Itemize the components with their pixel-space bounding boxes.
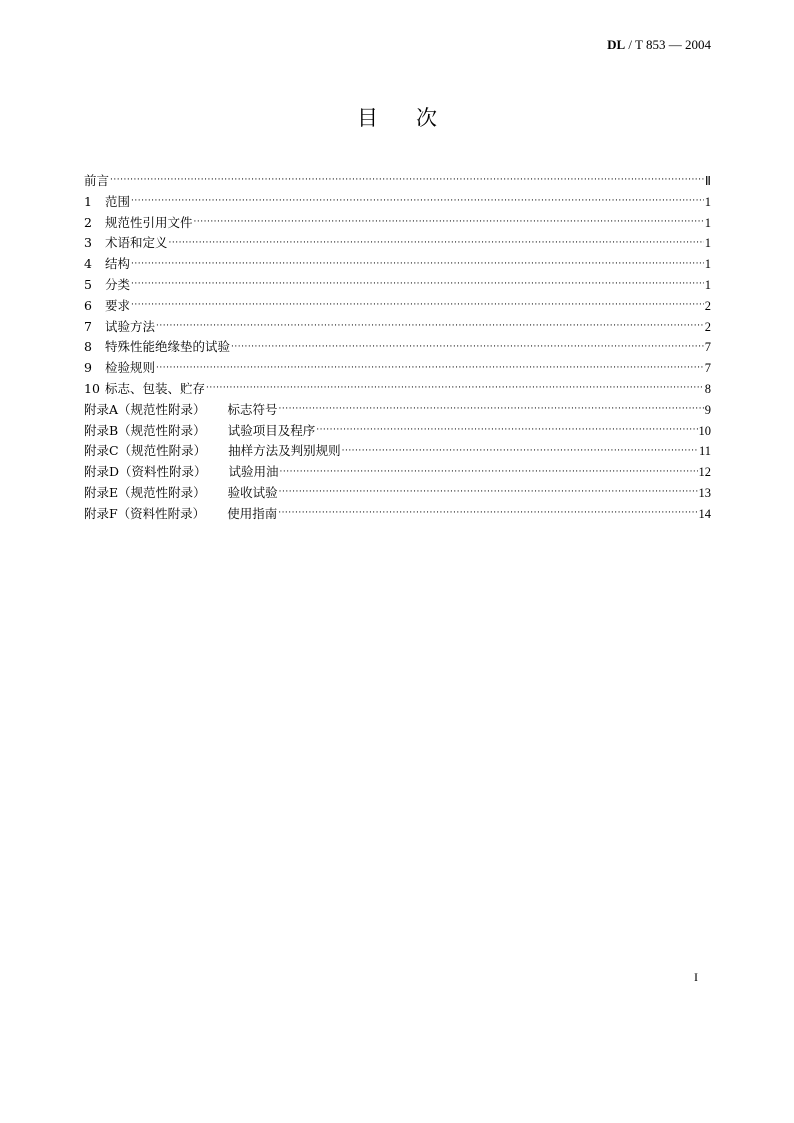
toc-entry-number: 8 xyxy=(84,339,92,355)
appendix-title: 试验用油 xyxy=(228,464,279,480)
dot-leader xyxy=(316,425,697,437)
toc-entry-number: 5 xyxy=(84,276,92,292)
appendix-label: 附录C（规范性附录） xyxy=(84,443,207,459)
dot-leader xyxy=(342,446,698,458)
toc-appendix-entry[interactable] xyxy=(84,421,711,442)
toc-entry-number: 2 xyxy=(84,214,92,230)
appendix-title: 验收试验 xyxy=(227,484,278,500)
dot-leader xyxy=(279,487,698,499)
toc-entry-page: Ⅱ xyxy=(704,174,711,188)
appendix-title: 抽样方法及判别规则 xyxy=(228,443,341,459)
toc-entry[interactable] xyxy=(84,358,711,379)
toc-appendix-entry[interactable] xyxy=(84,462,711,483)
toc-entry-page: 1 xyxy=(704,215,711,230)
table-of-contents xyxy=(84,171,711,525)
appendix-label: 附录F（资料性附录） xyxy=(84,505,206,521)
toc-entry-page: 8 xyxy=(704,381,711,396)
dot-leader xyxy=(280,467,698,479)
toc-entry-number: 3 xyxy=(84,235,92,251)
toc-entry[interactable] xyxy=(84,254,711,275)
dot-leader xyxy=(278,508,697,520)
toc-title: 目次 xyxy=(357,106,475,130)
toc-entry[interactable] xyxy=(84,337,711,358)
dot-leader xyxy=(110,175,704,187)
dot-leader xyxy=(131,196,704,208)
toc-appendix-entry[interactable] xyxy=(84,441,711,462)
toc-appendix-entry[interactable] xyxy=(84,400,711,421)
appendix-label: 附录B（规范性附录） xyxy=(84,422,206,438)
appendix-title: 标志符号 xyxy=(227,401,278,417)
dot-leader xyxy=(131,300,704,312)
toc-entry-label: 前言 xyxy=(84,173,110,188)
toc-entry-number: 10 xyxy=(84,380,100,396)
toc-entry-page: 2 xyxy=(704,298,711,313)
toc-entry-label: 要求 xyxy=(105,297,131,313)
appendix-label: 附录E（规范性附录） xyxy=(84,484,206,500)
dot-leader xyxy=(131,259,704,271)
toc-entry-preface[interactable] xyxy=(84,171,711,192)
standard-code xyxy=(607,37,711,53)
toc-entry-label: 试验方法 xyxy=(105,318,156,334)
toc-entry-page: 13 xyxy=(698,485,711,500)
toc-entry-page: 1 xyxy=(704,277,711,292)
dot-leader xyxy=(279,404,704,416)
dot-leader xyxy=(156,363,704,375)
toc-entry-label: 分类 xyxy=(105,276,131,292)
toc-entry[interactable] xyxy=(84,192,711,213)
toc-entry-page: 9 xyxy=(704,402,711,417)
dot-leader xyxy=(231,342,704,354)
appendix-title: 使用指南 xyxy=(227,505,278,521)
toc-entry-label: 标志、包装、贮存 xyxy=(105,380,206,396)
appendix-label: 附录D（资料性附录） xyxy=(84,464,207,480)
dot-leader xyxy=(169,238,704,250)
toc-entry-page: 7 xyxy=(704,340,711,355)
dot-leader xyxy=(131,279,704,291)
dot-leader xyxy=(194,217,704,229)
appendix-title: 试验项目及程序 xyxy=(227,422,316,438)
standard-prefix: DL xyxy=(607,37,626,52)
toc-entry[interactable] xyxy=(84,233,711,254)
toc-entry-label: 结构 xyxy=(105,256,131,272)
toc-entry-label: 范围 xyxy=(105,193,131,209)
toc-entry-label: 检验规则 xyxy=(105,360,156,376)
toc-entry-page: 1 xyxy=(704,194,711,209)
toc-entry[interactable] xyxy=(84,213,711,234)
toc-appendix-entry[interactable] xyxy=(84,504,711,525)
toc-entry-number: 7 xyxy=(84,318,92,334)
standard-number: / T 853 — 2004 xyxy=(625,37,711,52)
page-number: I xyxy=(694,970,698,984)
appendix-label: 附录A（规范性附录） xyxy=(84,401,206,417)
toc-entry[interactable] xyxy=(84,379,711,400)
toc-entry-page: 14 xyxy=(698,506,711,521)
toc-appendix-entry[interactable] xyxy=(84,483,711,504)
toc-entry-page: 12 xyxy=(698,465,711,480)
toc-entry-label: 规范性引用文件 xyxy=(105,214,193,230)
toc-entry-label: 特殊性能绝缘垫的试验 xyxy=(105,339,231,355)
toc-entry-label: 术语和定义 xyxy=(105,235,168,251)
toc-entry-number: 6 xyxy=(84,297,92,313)
toc-entry-page: 1 xyxy=(704,257,711,272)
toc-entry-number: 4 xyxy=(84,256,92,272)
toc-entry-number: 9 xyxy=(84,360,92,376)
toc-entry-page: 11 xyxy=(698,444,711,459)
toc-entry[interactable] xyxy=(84,296,711,317)
toc-entry-page: 2 xyxy=(704,319,711,334)
toc-entry-page: 7 xyxy=(704,361,711,376)
toc-entry-page: 10 xyxy=(698,423,711,438)
dot-leader xyxy=(156,321,704,333)
dot-leader xyxy=(206,383,704,395)
toc-entry[interactable] xyxy=(84,275,711,296)
toc-entry[interactable] xyxy=(84,317,711,338)
toc-entry-number: 1 xyxy=(84,193,92,209)
toc-entry-page: 1 xyxy=(704,236,711,251)
